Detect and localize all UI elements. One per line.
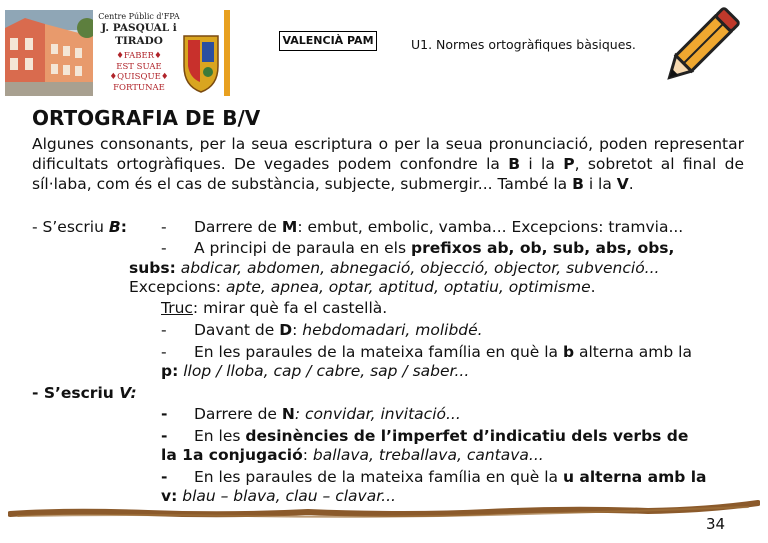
section-v-label: - S’escriu V: xyxy=(32,384,137,402)
unit-title: U1. Normes ortogràfiques bàsiques. xyxy=(411,37,636,52)
rule-b-2-line1: - A principi de paraula en els prefixos ab, ob, sub, abs, obs, xyxy=(161,239,675,257)
logo-line2: J. PASQUAL i TIRADO xyxy=(101,22,177,47)
rule-b-1: - Darrere de M: embut, embolic, vamba... Excepcions: tramvia... xyxy=(161,218,684,236)
school-logo xyxy=(98,10,232,96)
rule-v-2-line2: la 1a conjugació: ballava, treballava, cantava... xyxy=(161,446,544,464)
logo-motto-4: FORTUNAE xyxy=(113,82,165,93)
logo-line1: Centre Públic d'FPA xyxy=(98,12,180,21)
rule-b-2-exceptions: Excepcions: apte, apnea, optar, aptitud, optatiu, optimisme. xyxy=(129,278,596,296)
intro-paragraph: Algunes consonants, per la seua escriptura o per la seua pronunciació, poden representar dificultats ortogràfiques. De vegades podem confondre la B i la P, sobretot al final de síl·laba, com és el cas de substància, subjecte, submergir... També la B i la V. xyxy=(32,135,744,193)
page-title: ORTOGRAFIA DE B/V xyxy=(32,106,261,130)
rule-v-3-line2: v: blau – blava, clau – clavar... xyxy=(161,487,396,505)
decorative-brush-line xyxy=(8,498,760,522)
rule-b-2-line2: subs: abdicar, abdomen, abnegació, objecció, objector, subvenció... xyxy=(129,259,660,277)
logo-motto-1: ♦FABER♦ xyxy=(116,51,162,61)
rule-b-4-line1: - En les paraules de la mateixa família en què la b alterna amb la xyxy=(161,343,692,361)
logo-stripe xyxy=(224,10,230,96)
section-b-label: - S’escriu B: xyxy=(32,218,127,236)
page-number: 34 xyxy=(706,515,726,533)
rule-v-3-line1: - En les paraules de la mateixa família en què la u alterna amb la xyxy=(161,468,707,486)
logo-motto-3: ♦QUISQUE♦ xyxy=(109,72,169,82)
coat-of-arms-icon xyxy=(180,32,222,94)
valencia-pam-label: VALENCIÀ PAM xyxy=(279,31,377,51)
rule-b-3: - Davant de D: hebdomadari, molibdé. xyxy=(161,321,483,339)
rule-b-4-line2: p: llop / lloba, cap / cabre, sap / saber... xyxy=(161,362,470,380)
logo-motto-2: EST SUAE xyxy=(116,61,162,72)
truc-note: Truc: mirar què fa el castellà. xyxy=(161,299,388,317)
rule-v-2-line1: - En les desinències de l’imperfet d’indicatiu dels verbs de xyxy=(161,427,689,445)
rule-v-1: - Darrere de N: convidar, invitació... xyxy=(161,405,461,423)
school-building-photo xyxy=(5,10,93,96)
pencil-icon xyxy=(660,5,745,85)
